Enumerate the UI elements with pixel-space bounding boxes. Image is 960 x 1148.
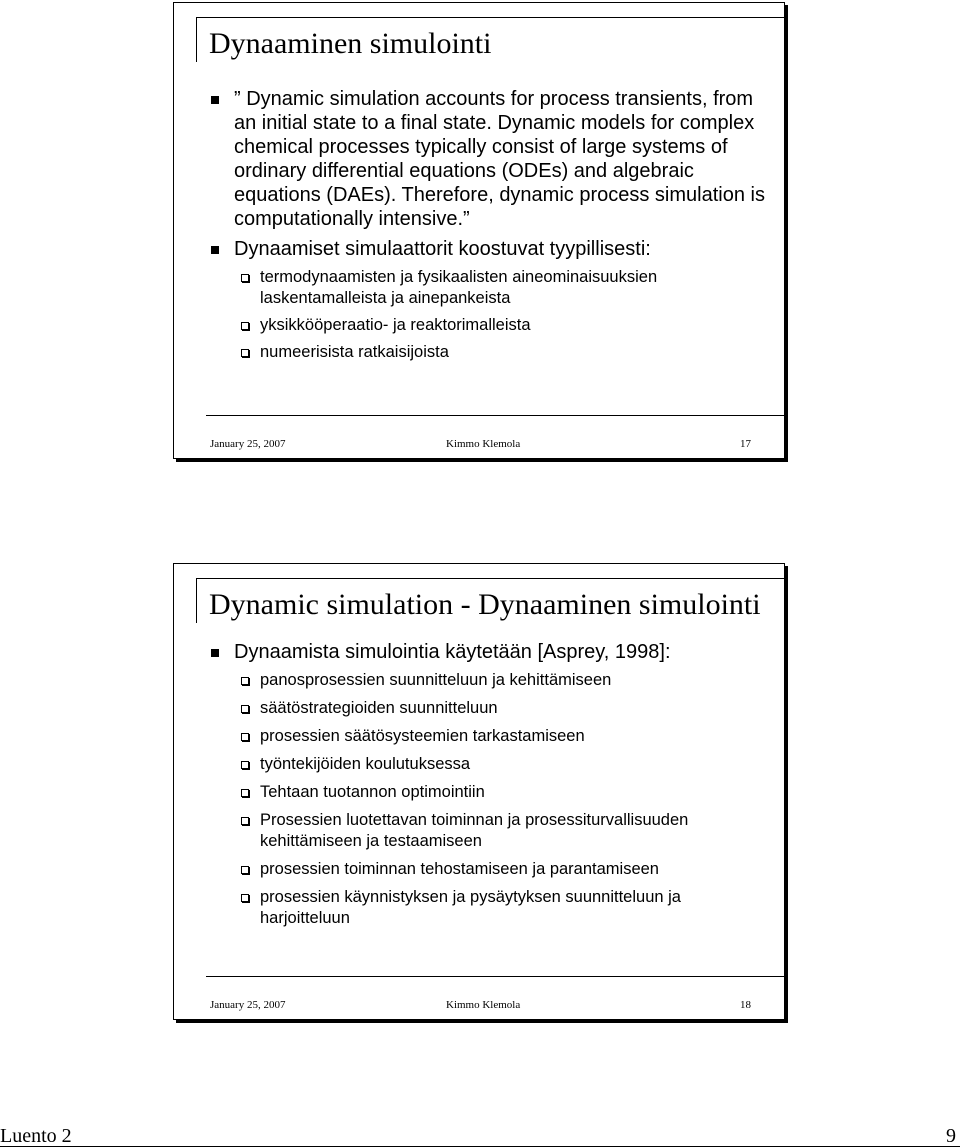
sub-bullet-item: [207, 810, 768, 852]
checkbox-bullet-icon: [241, 761, 249, 769]
slide-title-bar: [196, 17, 784, 62]
checkbox-bullet-icon: [241, 817, 249, 825]
sub-bullet-item: [207, 726, 768, 747]
sub-bullet-item: [207, 342, 768, 363]
sub-bullet-text: prosessien toiminnan tehostamiseen ja parantamiseen: [260, 860, 659, 878]
sub-bullet-item: [207, 267, 768, 309]
checkbox-bullet-icon: [241, 894, 249, 902]
sub-bullet-text: työntekijöiden koulutuksessa: [260, 755, 471, 773]
slide-title: Dynaaminen simulointi: [209, 27, 492, 60]
square-bullet-icon: [211, 246, 219, 254]
sub-bullet-item: [207, 315, 768, 336]
slide-content: [207, 640, 768, 936]
checkbox-bullet-icon: [241, 274, 249, 282]
sub-bullet-item: [207, 754, 768, 775]
footer-date: January 25, 2007: [210, 999, 286, 1011]
sub-bullet-item: [207, 782, 768, 803]
footer-date: January 25, 2007: [210, 438, 286, 450]
footer-divider: [206, 415, 784, 416]
checkbox-bullet-icon: [241, 349, 249, 357]
sub-bullet-text: panosprosessien suunnitteluun ja kehittämiseen: [260, 671, 612, 689]
checkbox-bullet-icon: [241, 705, 249, 713]
checkbox-bullet-icon: [241, 322, 249, 330]
bullet-text: Dynaamiset simulaattorit koostuvat tyypillisesti:: [234, 238, 651, 260]
square-bullet-icon: [211, 96, 219, 104]
sub-bullet-text: termodynaamisten ja fysikaalisten aineominaisuuksien laskentamalleista ja ainepankeista: [260, 268, 658, 307]
sub-bullet-text: prosessien käynnistyksen ja pysäytyksen suunnitteluun ja harjoitteluun: [260, 888, 681, 927]
slide-title-bar: [196, 578, 784, 623]
bullet-item: [207, 640, 768, 664]
sub-bullet-text: Tehtaan tuotannon optimointiin: [260, 783, 485, 801]
checkbox-bullet-icon: [241, 677, 249, 685]
bullet-text: Dynaamista simulointia käytetään [Asprey, 1998]:: [234, 641, 671, 663]
checkbox-bullet-icon: [241, 866, 249, 874]
sub-bullet-item: [207, 698, 768, 719]
footer-slide-number: 17: [740, 438, 751, 450]
sub-bullet-text: yksikkööperaatio- ja reaktorimalleista: [260, 316, 531, 334]
sub-bullet-item: [207, 859, 768, 880]
checkbox-bullet-icon: [241, 789, 249, 797]
sub-bullet-item: [207, 670, 768, 691]
sub-bullet-text: prosessien säätösysteemien tarkastamiseen: [260, 727, 585, 745]
square-bullet-icon: [211, 649, 219, 657]
sub-bullet-item: [207, 887, 768, 929]
slide-17: [173, 2, 785, 459]
sub-bullet-text: säätöstrategioiden suunnitteluun: [260, 699, 498, 717]
footer-author: Kimmo Klemola: [446, 999, 521, 1011]
page-footer-number: 9: [946, 1125, 956, 1147]
bullet-item: [207, 237, 768, 261]
slide-title: Dynamic simulation - Dynaaminen simulointi: [209, 588, 761, 621]
sub-bullet-text: numeerisista ratkaisijoista: [260, 343, 449, 361]
footer-author: Kimmo Klemola: [446, 438, 521, 450]
bullet-item: [207, 87, 768, 231]
footer-slide-number: 18: [740, 999, 751, 1011]
page-footer-lecture: Luento 2: [0, 1125, 72, 1147]
checkbox-bullet-icon: [241, 733, 249, 741]
bullet-text: ” Dynamic simulation accounts for process transients, from an initial state to a final state. Dynamic models for complex chemical processes typically consist of large systems of ordinary differential equations (ODEs) and algebraic equations (DAEs). Therefore, dynamic process simulation is computationally intensive.”: [234, 88, 765, 230]
slide-18: [173, 563, 785, 1020]
slide-content: [207, 87, 768, 369]
footer-divider: [206, 976, 784, 977]
sub-bullet-text: Prosessien luotettavan toiminnan ja prosessiturvallisuuden kehittämiseen ja testaamiseen: [260, 811, 689, 850]
